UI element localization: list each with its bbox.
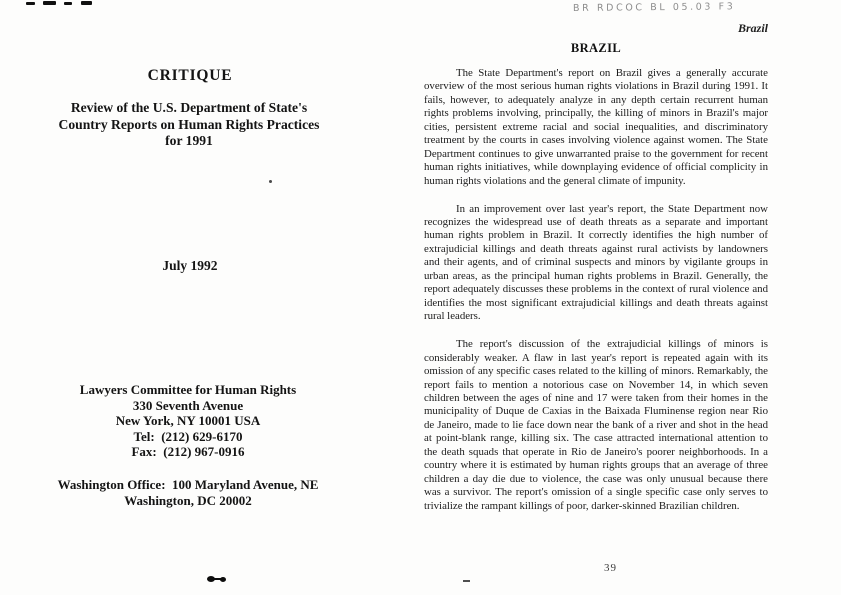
scan-mark-bottom bbox=[463, 580, 470, 582]
ny-address-block bbox=[12, 382, 364, 460]
phone-line: Tel: (212) 629-6170 bbox=[133, 428, 243, 444]
street-line: 330 Seventh Avenue bbox=[132, 397, 244, 413]
section-heading: BRAZIL bbox=[570, 41, 622, 55]
ink-mark bbox=[207, 575, 229, 583]
handwritten-archive-code: BR RDCOC BL 05.03 F3 bbox=[572, 1, 736, 14]
subtitle-line: Review of the U.S. Department of State's bbox=[70, 100, 308, 115]
scan-dash bbox=[43, 1, 56, 5]
subtitle bbox=[28, 100, 350, 150]
paragraph: In an improvement over last year's report, the State Department now recognizes the widespread use of death threats as a separate and important human rights problem in Brazil. It correctly identifies the high number of extrajudicial killings and death threats against rural activists by landowners and their agents, and of criminal suspects and minors by vigilante groups in urban areas, as the principal human rights problems in Brazil. Generally, the report adequately discusses these problems in the context of rural violence and identifies the most significant extrajudicial killings and death threats against rural leaders. bbox=[424, 202, 768, 323]
city-line: New York, NY 10001 USA bbox=[115, 413, 261, 429]
subtitle-line: Country Reports on Human Rights Practices bbox=[58, 116, 320, 132]
page-title: CRITIQUE bbox=[147, 67, 233, 84]
running-header: Brazil bbox=[737, 21, 768, 35]
fax-line: Fax: (212) 967-0916 bbox=[131, 444, 245, 460]
washington-city-line: Washington, DC 20002 bbox=[124, 492, 252, 508]
body-text bbox=[424, 67, 768, 528]
ink-dot bbox=[220, 577, 226, 582]
subtitle-line: for 1991 bbox=[165, 133, 213, 148]
washington-office-line: Washington Office: 100 Maryland Avenue, NE bbox=[57, 477, 319, 492]
paragraph: The report's discussion of the extrajudicial killings of minors is considerably weaker. A flaw in last year's report is repeated again with its omission of any specific cases related to the killing of minors. Remarkably, the report fails to mention a notorious case on November 14, in which seven children between the ages of nine and 17 were taken from their homes in the municipality of Duque de Caxias in the Baixada Fluminense region near Rio de Janeiro, made to lie face down near the bank of a river and shot in the head at point-blank range, killing six. The case attracted international attention to the death squads that operate in Rio de Janeiro's poorer neighborhoods. In a country where it is estimated by human rights groups that an average of three children a day die due to violence, the case was only unusual because there was a survivor. The report's omission of a single specific case only serves to trivialize the rampant killings of poor, darker-skinned Brazilian children. bbox=[424, 338, 768, 512]
org-name: Lawyers Committee for Human Rights bbox=[79, 382, 297, 397]
scan-dash bbox=[26, 2, 35, 5]
page-number: 39 bbox=[604, 562, 617, 574]
paragraph: The State Department's report on Brazil gives a generally accurate overview of the most serious human rights violations in Brazil during 1991. It fails, however, to adequately analyze in any depth certain recurrent human rights problems involving, principally, the killing of minors in Brazil's major cities, persistent extreme racial and social inequalities, and discriminatory treatment by the courts in cases involving violence against women. The State Department continues to give unwarranted praise to the government for recent human rights initiatives, while downplaying evidence of official complicity in human rights violations and the general climate of impunity. bbox=[424, 67, 768, 187]
scan-speck bbox=[269, 180, 272, 183]
scan-mark-top-left bbox=[26, 0, 102, 8]
scan-dash bbox=[81, 1, 92, 5]
publication-date: July 1992 bbox=[162, 258, 218, 273]
washington-address-block bbox=[12, 477, 364, 509]
scan-dash bbox=[64, 2, 72, 5]
